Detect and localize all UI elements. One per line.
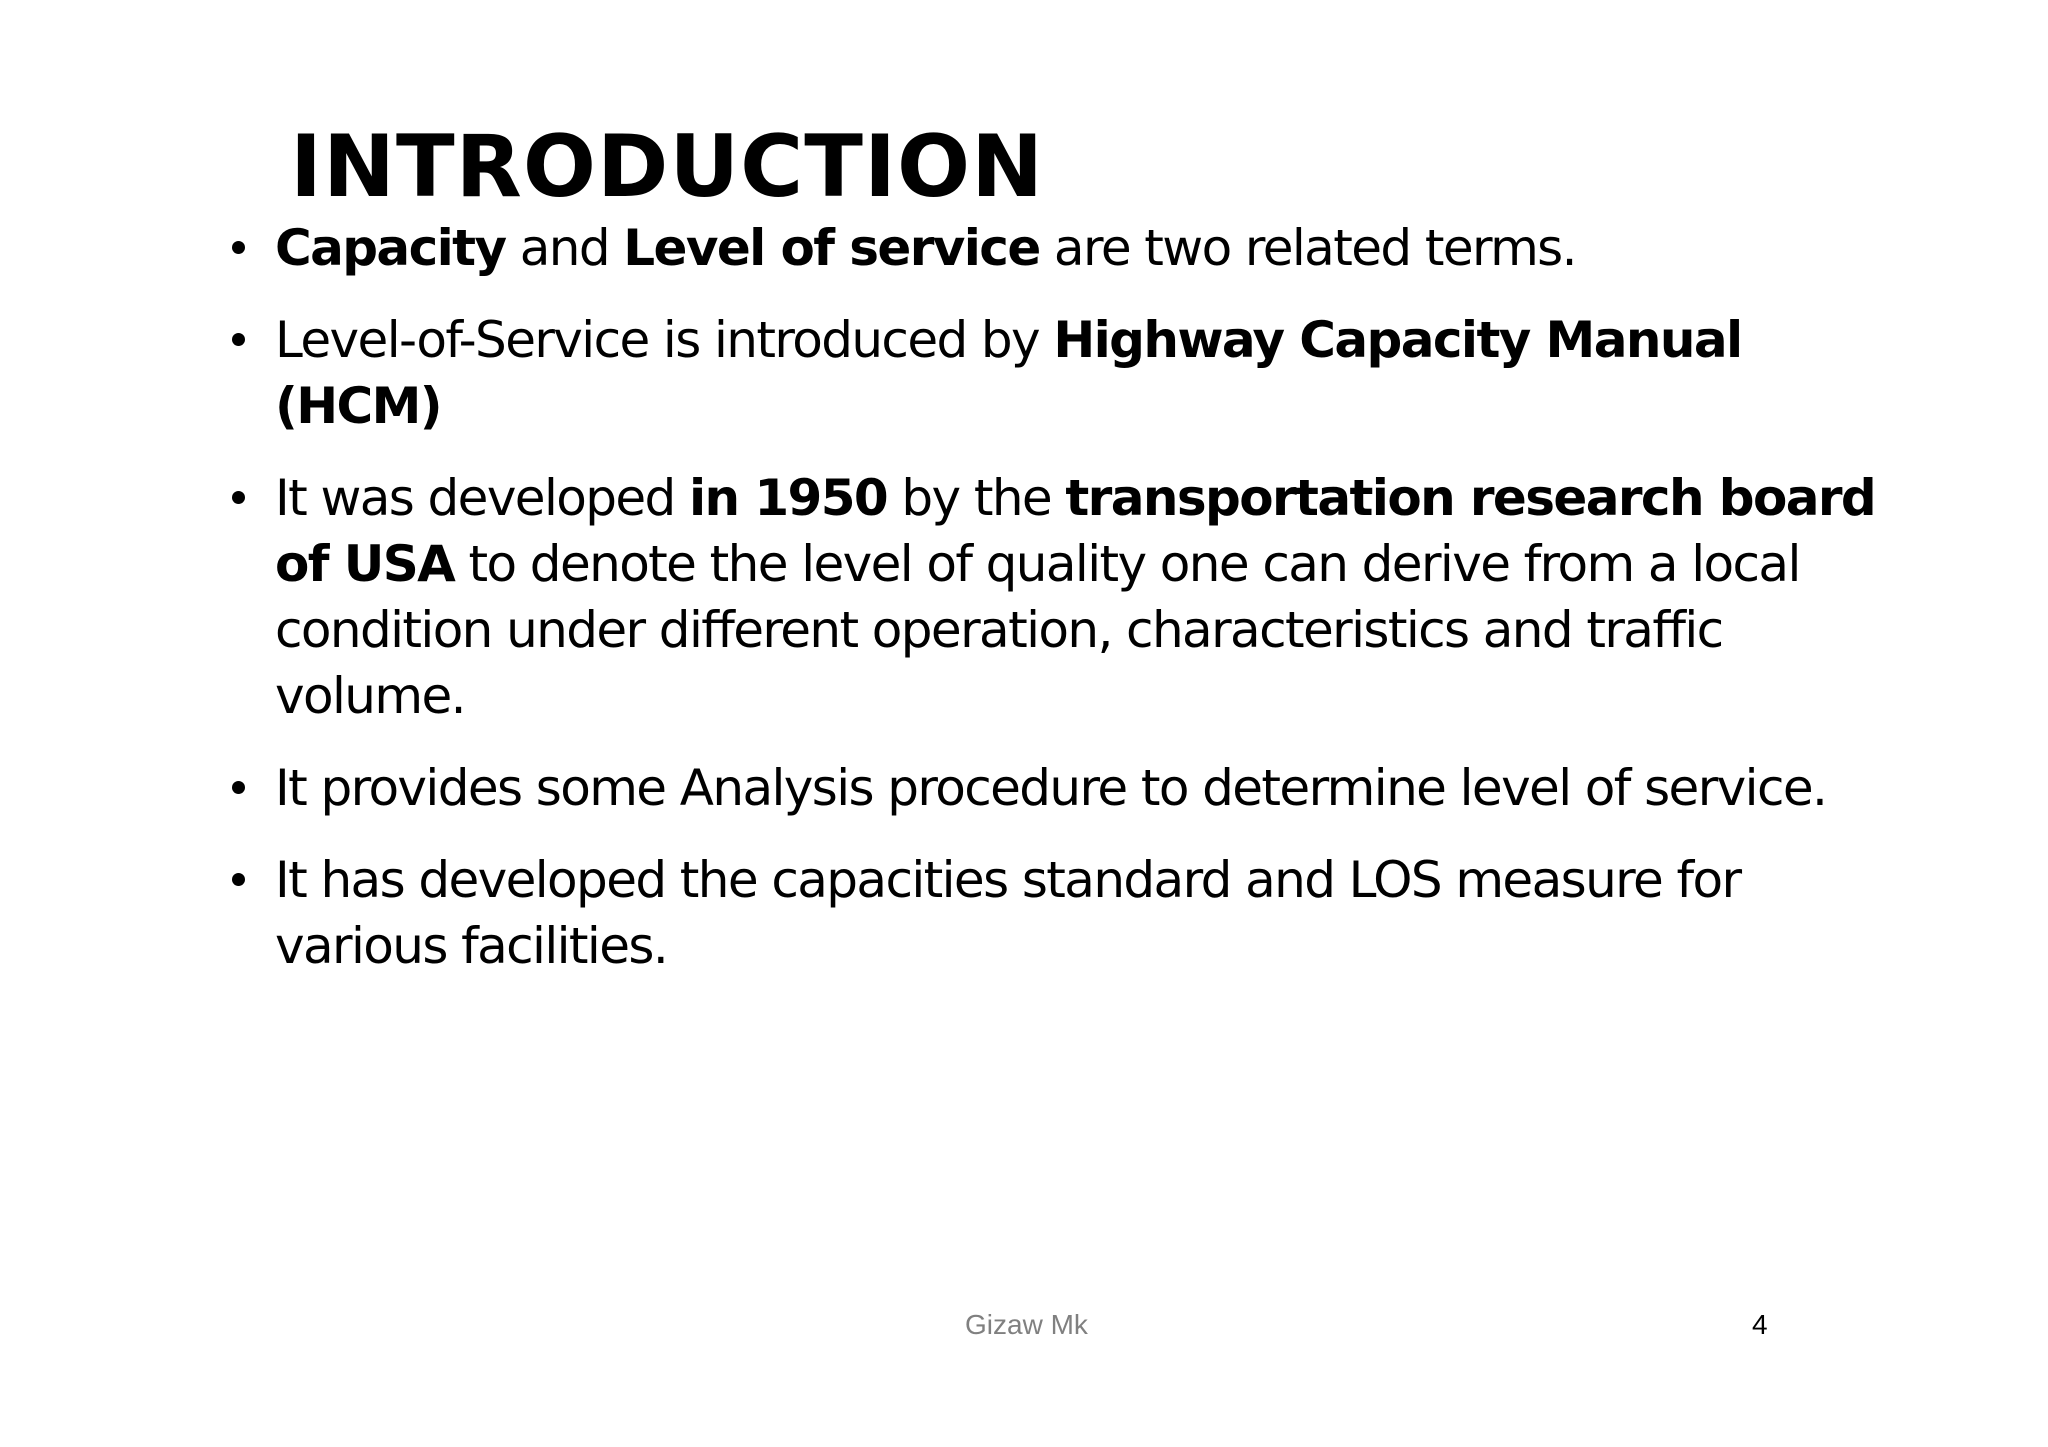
bullet-text: are two related terms. bbox=[1039, 219, 1576, 277]
bullet-bold-text: transportation research board of USA bbox=[275, 469, 1876, 593]
bullet-bold-text: Highway Capacity Manual (HCM) bbox=[275, 311, 1742, 435]
bullet-text: It has developed the capacities standard and LOS measure for various facilities. bbox=[275, 851, 1741, 975]
bullet-item bbox=[232, 755, 1892, 821]
bullet-bold-text: Level of service bbox=[623, 219, 1040, 277]
bullet-icon bbox=[232, 781, 245, 794]
bullet-icon bbox=[232, 491, 245, 504]
bullet-text: Level-of-Service is introduced by bbox=[275, 311, 1054, 369]
bullet-text: and bbox=[505, 219, 624, 277]
bullet-icon bbox=[232, 241, 245, 254]
bullet-icon bbox=[232, 333, 245, 346]
bullet-item bbox=[232, 847, 1892, 979]
bullet-text: It was developed bbox=[275, 469, 689, 527]
bullet-bold-text: in 1950 bbox=[689, 469, 888, 527]
bullet-bold-text: Capacity bbox=[275, 219, 506, 277]
bullet-item bbox=[232, 465, 1892, 729]
bullet-text: It provides some Analysis procedure to determine level of service. bbox=[275, 759, 1827, 817]
page-number: 4 bbox=[1752, 1309, 1768, 1340]
bullet-icon bbox=[232, 873, 245, 886]
bullet-item bbox=[232, 307, 1892, 439]
bullet-list bbox=[232, 215, 1892, 1005]
bullet-text: to denote the level of quality one can derive from a local condition under different operation, characteristics and traffic volume. bbox=[275, 535, 1800, 725]
bullet-item bbox=[232, 215, 1892, 281]
footer-author: Gizaw Mk bbox=[965, 1309, 1088, 1340]
slide-title: INTRODUCTION bbox=[290, 117, 1045, 217]
bullet-text: by the bbox=[887, 469, 1066, 527]
